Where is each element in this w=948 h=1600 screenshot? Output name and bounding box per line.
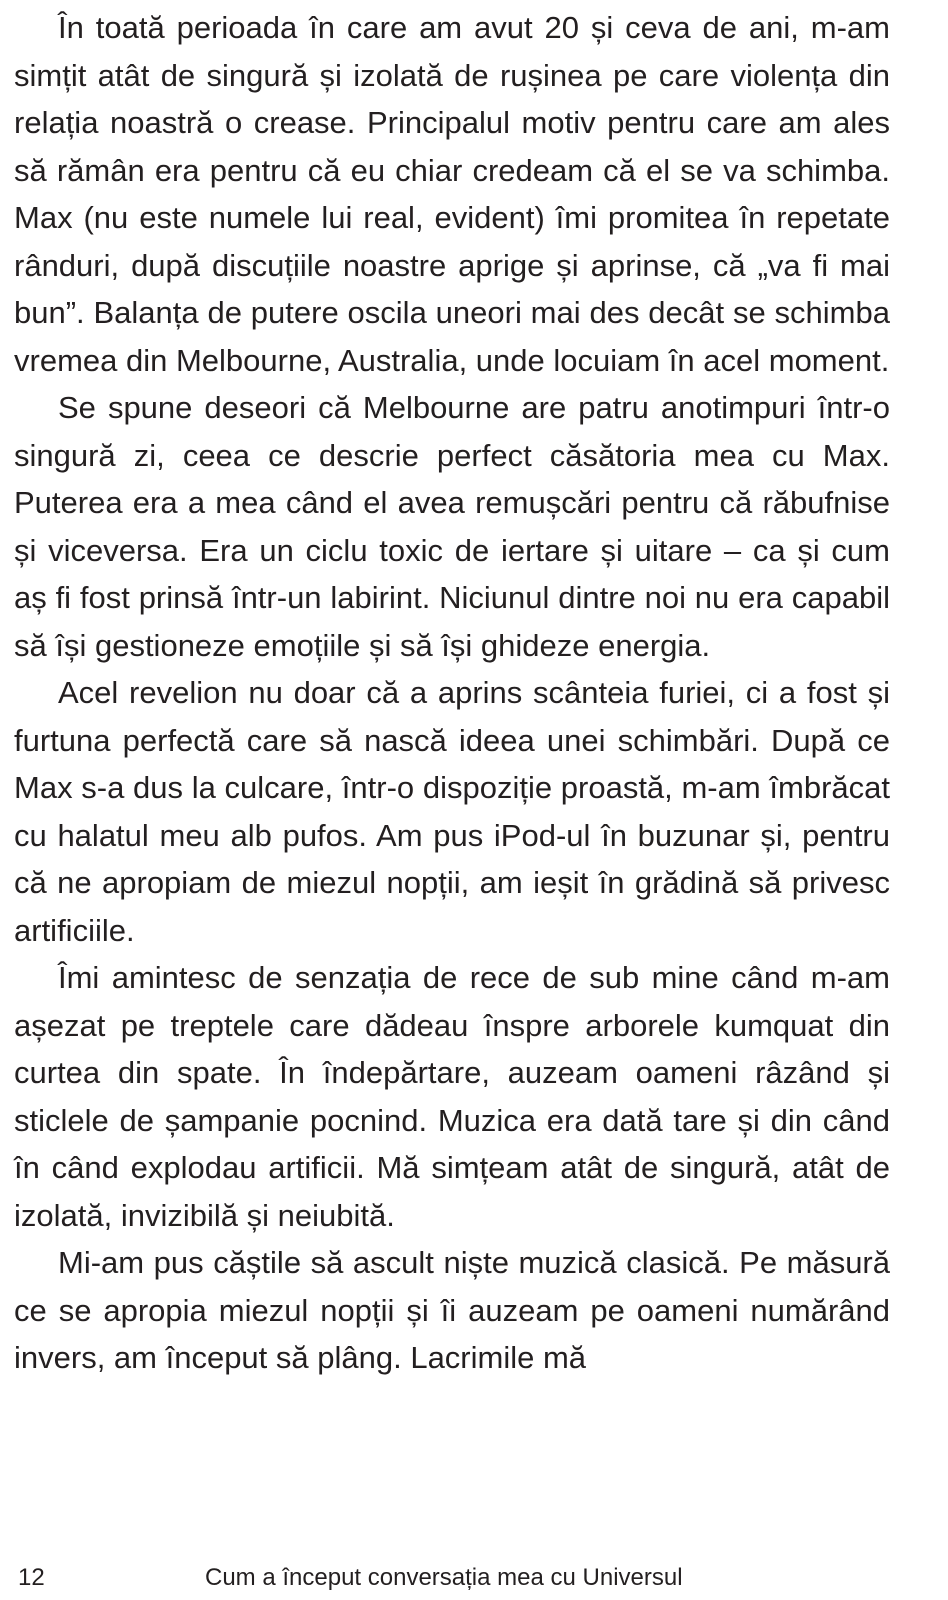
paragraph-2: Se spune deseori că Melbourne are patru anotimpuri într-o singură zi, ceea ce descrie perfect căsătoria mea cu Max. Puterea era a mea când el avea remușcări pentru că răbufnise și viceversa. Era un ciclu toxic de iertare și uitare – ca și cum aș fi fost prinsă într-un labirint. Niciunul dintre noi nu era capabil să își gestioneze emoțiile și să își ghideze energia. <box>14 390 890 663</box>
page-footer <box>0 1560 948 1596</box>
paragraph-1: În toată perioada în care am avut 20 și ceva de ani, m-am simțit atât de singură și izolată de rușinea pe care violența din relația noastră o crease. Principalul motiv pentru care am ales să rămân era pentru că eu chiar credeam că el se va schimba. Max (nu este numele lui real, evident) îmi promitea în repetate rânduri, după discuțiile noastre aprige și aprinse, că „va fi mai bun”. Balanța de putere oscila uneori mai des decât se schimba vremea din Melbourne, Australia, unde locuiam în acel moment. <box>14 10 890 378</box>
running-title: Cum a început conversația mea cu Universul <box>205 1564 683 1591</box>
page-number: 12 <box>18 1564 45 1591</box>
paragraph-5: Mi-am pus căștile să ascult niște muzică clasică. Pe măsură ce se apropia miezul nopții și îi auzeam pe oameni numărând invers, am început să plâng. Lacrimile mă <box>14 1245 890 1375</box>
paragraph-3: Acel revelion nu doar că a aprins scânteia furiei, ci a fost și furtuna perfectă care să nască ideea unei schimbări. După ce Max s-a dus la culcare, într-o dispoziție proastă, m-am îmbrăcat cu halatul meu alb pufos. Am pus iPod-ul în buzunar și, pentru că ne apropiam de miezul nopții, am ieșit în grădină să privesc artificiile. <box>14 675 890 948</box>
page-body <box>14 4 890 1382</box>
paragraph-4: Îmi amintesc de senzația de rece de sub mine când m-am așezat pe treptele care dădeau înspre arborele kumquat din curtea din spate. În îndepărtare, auzeam oameni râzând și sticlele de șampanie pocnind. Muzica era dată tare și din când în când explodau artificii. Mă simțeam atât de singură, atât de izolată, invizibilă și neiubită. <box>14 960 890 1233</box>
